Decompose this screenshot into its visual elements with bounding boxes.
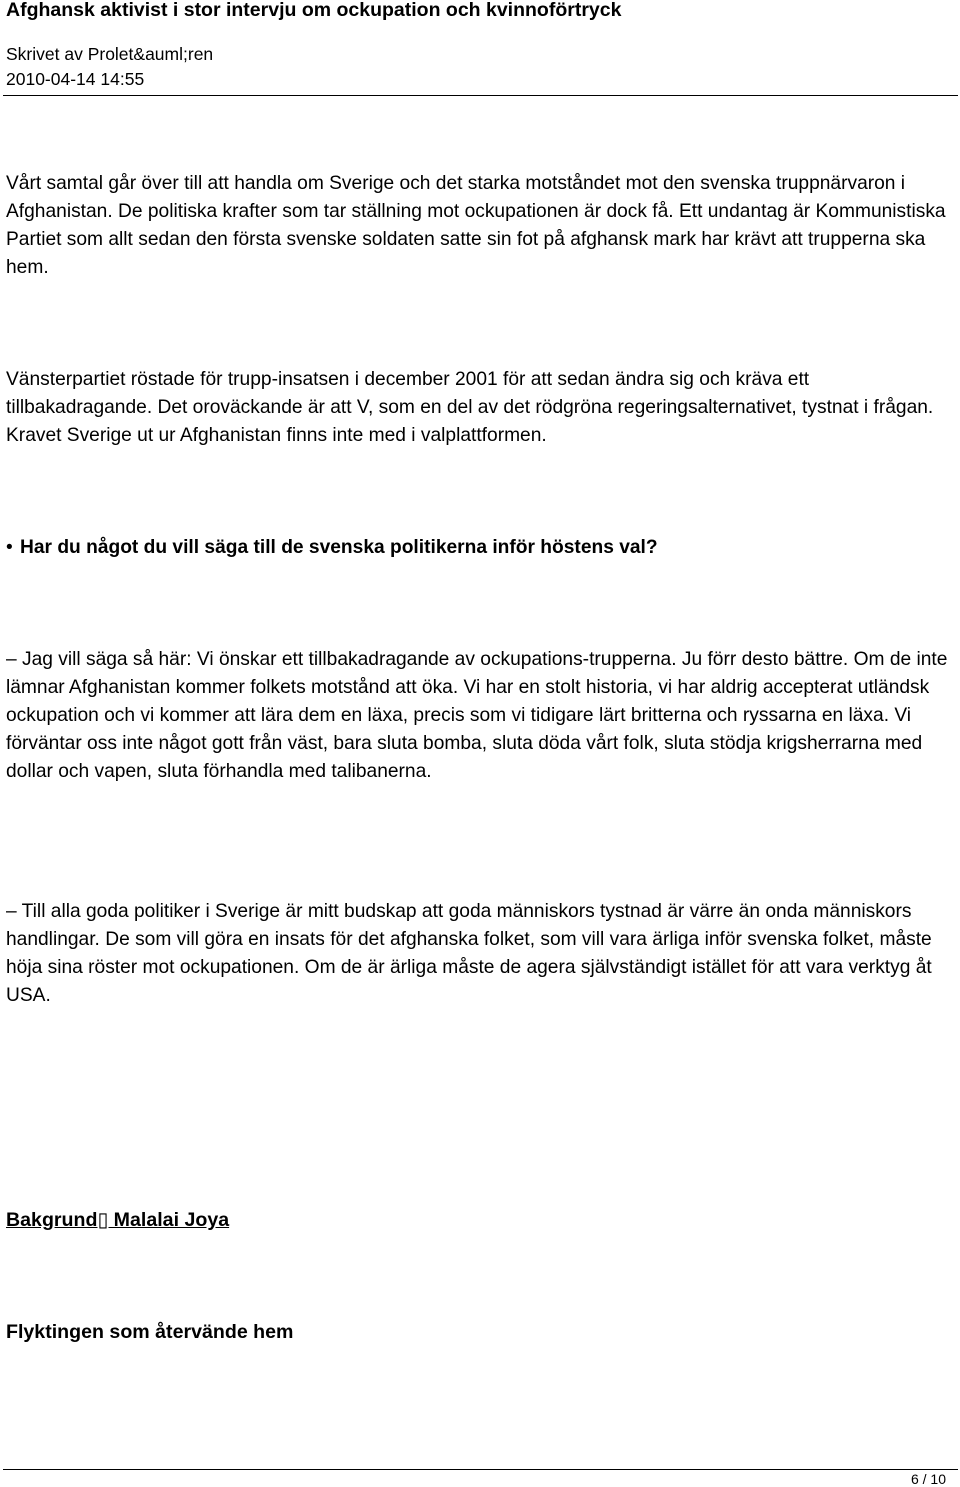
article-author: Skrivet av Prolet&auml;ren	[6, 44, 214, 64]
interview-question	[6, 534, 951, 562]
background-link[interactable]: Bakgrund▯ Malalai Joya	[6, 1209, 230, 1231]
article-title: Afghansk aktivist i stor intervju om ockupation och kvinnoförtryck	[6, 0, 622, 21]
body-paragraph-3: – Jag vill säga så här: Vi önskar ett tillbakadragande av ockupations-trupperna. Ju förr desto bättre. Om de inte lämnar Afghanistan kommer folkets motstånd att öka. Vi har en stolt historia, vi har aldrig accepterat utländsk ockupation och vi kommer att lära dem en läxa, precis som vi tidigare lärt britterna och ryssarna en läxa. Vi förväntar oss inte något gott från väst, bara sluta bomba, sluta döda vårt folk, sluta stödja krigsherrarna med dollar och vapen, sluta förhandla med talibanerna.	[6, 649, 948, 782]
article-date: 2010-04-14 14:55	[6, 69, 145, 89]
refugee-heading: Flyktingen som återvände hem	[6, 1321, 294, 1343]
page-number: 6 / 10	[910, 1471, 946, 1487]
body-paragraph-1: Vårt samtal går över till att handla om Sverige och det starka motståndet mot den svenska truppnärvaron i Afghanistan. De politiska krafter som tar ställning mot ockupationen är dock få. Ett undantag är Kommunistiska Partiet som allt sedan den första svenske soldaten satte sin fot på afghansk mark har krävt att trupperna ska hem.	[6, 173, 946, 278]
header-divider	[3, 95, 958, 96]
body-paragraph-2: Vänsterpartiet röstade för trupp-insatsen i december 2001 för att sedan ändra sig och kräva ett tillbakadragande. Det oroväckande är att V, som en del av det rödgröna regeringsalternativet, tystnat i frågan. Kravet Sverige ut ur Afghanistan finns inte med i valplattformen.	[6, 369, 934, 446]
bullet-icon: •	[6, 537, 13, 558]
question-text: Har du något du vill säga till de svenska politikerna inför höstens val?	[20, 537, 658, 558]
footer-divider	[3, 1469, 958, 1470]
body-paragraph-4: – Till alla goda politiker i Sverige är mitt budskap att goda människors tystnad är värre än onda människors handlingar. De som vill göra en insats för det afghanska folket, som vill vara ärliga inför svenska folket, måste höja sina röster mot ockupationen. Om de är ärliga måste de agera självständigt istället för att vara verktyg åt USA.	[6, 901, 932, 1006]
